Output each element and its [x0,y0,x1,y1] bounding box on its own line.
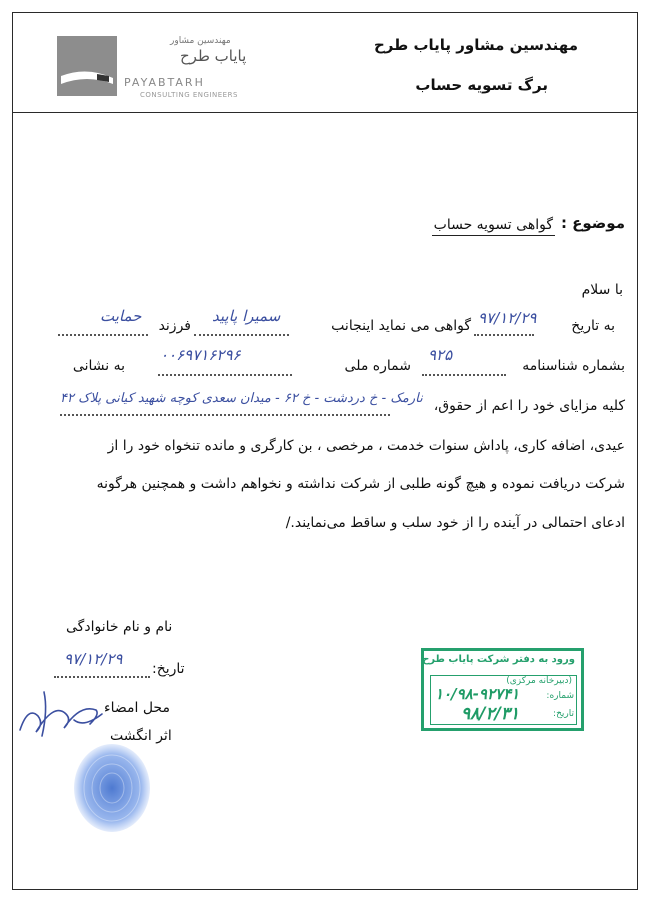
sig-date-handwriting: ۹۷/۱۲/۲۹ [64,650,123,668]
handwritten-signature [14,684,106,744]
logo-fa-small: مهندسین مشاور [170,36,231,46]
line1-father-handwriting: حمایت [100,307,142,325]
line1-date-handwriting: ۹۷/۱۲/۲۹ [478,309,537,327]
line3-address-handwriting: نارمک - خ دردشت - خ ۶۲ - میدان سعدی کوچه شهید کیانی پلاک ۴۲ [60,391,423,406]
line1-child-of: فرزند [158,318,191,334]
line1-start: به تاریخ [571,318,615,334]
line1-name-handwriting: سمیرا پاپید [212,307,281,325]
sign-label: محل امضاء [104,700,170,716]
sig-date-dots [54,676,150,678]
line3-address-dots [60,414,390,416]
stamp-title: ورود به دفتر شرکت پایاب طرح [422,654,575,665]
company-name: مهندسین مشاور پایاب طرح [373,36,578,54]
entry-stamp [421,648,584,731]
line1-father-dots [58,334,148,336]
line1-name-dots [194,334,289,336]
line2-id-label: بشماره شناسنامه [522,358,625,374]
payabtarh-logo-icon [57,36,117,96]
stamp-number-label: شماره: [546,691,574,701]
line3-rest: کلیه مزایای خود را اعم از حقوق، [433,398,625,414]
line5: شرکت دریافت نموده و هیچ گونه طلبی از شرکت نداشته و نخواهم داشت و همچنین هرگونه [96,476,625,492]
line2-national-handwriting: ۰۰۶۹۷۱۶۲۹۶ [160,346,241,364]
line2-id-handwriting: ۹۲۵ [428,346,453,364]
line2-address-label: به نشانی [72,358,125,374]
logo-en-sub: CONSULTING ENGINEERS [140,91,238,99]
line2-id-dots [422,374,506,376]
form-title: برگ تسویه حساب [415,76,548,94]
subject-label: موضوع : [560,214,625,232]
header-divider [12,112,638,113]
stamp-date-handwriting: ۹۸/۲/۳۱ [461,704,520,724]
name-label: نام و نام خانوادگی [66,619,173,635]
line2-national-label: شماره ملی [344,358,411,374]
greeting: با سلام [581,282,623,298]
line6: ادعای احتمالی در آینده را از خود سلب و ساقط می‌نمایند./ [285,515,625,531]
line4: عیدی، اضافه کاری، پاداش سنوات خدمت ، مرخصی ، بن کارگری و مانده تنخواه خود را از [107,438,625,454]
stamp-subtitle: (دبیرخانه مرکزی) [506,676,572,686]
stamp-inner-box [430,675,577,725]
thumbprint-icon [70,740,154,836]
date-label: تاریخ: [152,661,185,677]
logo-fa-name: پایاب طرح [180,47,247,65]
logo-en-name: PAYABTARH [124,76,205,89]
stamp-date-label: تاریخ: [553,709,574,719]
line2-national-dots [158,374,292,376]
line1-date-dots [474,334,534,336]
line1-mid: گواهی می نماید اینجانب [331,318,471,334]
stamp-number-handwriting: ۱۰/۹۸-۹۲۷۴۱ [435,685,520,703]
thumb-label: اثر انگشت [110,728,172,744]
subject-value: گواهی تسویه حساب [432,217,555,236]
